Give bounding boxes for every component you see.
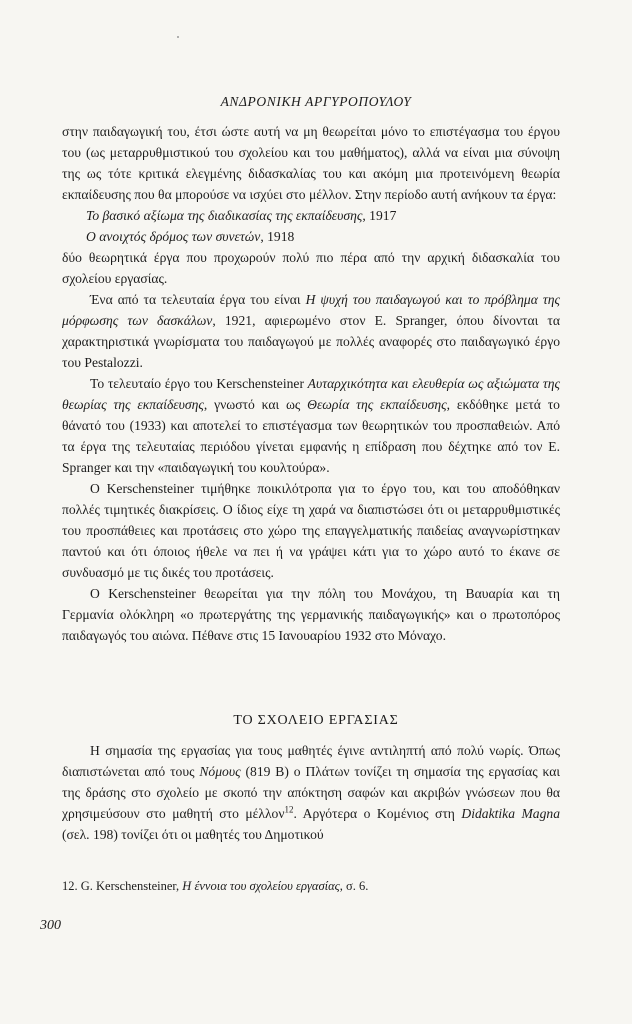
text-run: Η σημασία της εργασίας για τους μαθητές έγινε αντιληπτή από πολύ νωρίς. Όπως διαπιστώνεται από τους xyxy=(62,743,560,779)
work-title: Αυταρχικότητα και ελευθερία ως αξιώματα της θεωρίας της εκπαίδευσης xyxy=(62,376,560,412)
footnote-page: , σ. 6. xyxy=(339,879,369,893)
work-title: Θεωρία της εκπαίδευσης xyxy=(307,397,447,412)
footnote-ref: 12 xyxy=(284,804,294,815)
body-text-block xyxy=(62,121,560,646)
text-run: . Αργότερα ο Κομένιος στη xyxy=(293,806,462,821)
section-heading: ΤΟ ΣΧΟΛΕΙΟ ΕΡΓΑΣΙΑΣ xyxy=(233,713,399,728)
paragraph xyxy=(62,289,560,373)
work-year: , 1917 xyxy=(362,208,397,223)
paragraph: Ο Kerschensteiner θεωρείται για την πόλη του Μονάχου, τη Βαυαρία και τη Γερμανία ολόκληρη «ο πρωτεργάτης της γερμανικής παιδαγωγικής» και ο πρωτοπόρος παιδαγωγός του αιώνα. Πέθανε στις 15 Ιανουαρίου 1932 στο Μόναχο. xyxy=(62,586,560,643)
body-text-block xyxy=(62,740,560,845)
work-year: , 1918 xyxy=(260,229,295,244)
footnote-number: 12. xyxy=(62,879,78,893)
text-run: , 1921, αφιερωμένο στον E. Spranger, όπου δίνονται τα χαρακτηριστικά γνωρίσματα του παιδαγωγού με πολλές αναφορές στο παιδαγωγικό έργο του Pestalozzi. xyxy=(62,313,560,370)
work-title: Νόμους xyxy=(199,764,241,779)
work-title: Ο ανοιχτός δρόμος των συνετών xyxy=(86,229,261,244)
paragraph: Ο Kerschensteiner τιμήθηκε ποικιλότροπα για το έργο του, και του αποδόθηκαν πολλές τιμητικές διακρίσεις. Ο ίδιος είχε τη χαρά να διαπιστώσει ότι οι μεταρρυθμιστικές του προσπάθειες και προτάσεις στο χώρο της επαγγελματικής παιδείας αναγνωρίστηκαν παντού και ότι όποιος ήθελε να πει ή να γράψει κάτι για το χώρο αυτό το έκανε σε συνδυασμό με τις δικές του προτάσεις. xyxy=(62,481,560,580)
text-run: , εκδόθηκε μετά το θάνατό του (1933) και αποτελεί το επιστέγασμα των θεωρητικών του προσπαθειών. Από τα έργα της τελευταίας περιόδου γίνεται εμφανής η επίδραση που δέχτηκε από τον E. Spranger και την «παιδαγωγική του κουλτούρα». xyxy=(62,397,560,475)
work-title: Η ψυχή του παιδαγωγού και το πρόβλημα της μόρφωσης των δασκάλων xyxy=(62,292,561,328)
scan-speck xyxy=(177,36,179,38)
text-run: Ένα από τα τελευταία έργα του είναι xyxy=(90,292,306,307)
work-title: Didaktika Magna xyxy=(461,806,560,821)
paragraph: στην παιδαγωγική του, έτσι ώστε αυτή να μη θεωρείται μόνο το επιστέγασμα του έργου του (ως μεταρρυθμιστικού του σχολείου και του μαθήματος), αλλά να είναι μια σύνοψη της ως τότε κριτικά ελεγμένης διδασκαλίας του και ακόμη μια προτεινόμενη θεωρία εκπαίδευσης που θα μπορούσε να ισχύει στο μέλλον. Στην περίοδο αυτή ανήκουν τα έργα: xyxy=(62,124,560,202)
paragraph xyxy=(62,740,560,845)
work-title-line xyxy=(62,205,560,226)
work-title-line xyxy=(62,226,560,247)
footnote-author: G. Kerschensteiner, xyxy=(77,879,183,893)
text-run: , γνωστό και ως xyxy=(203,397,308,412)
footnote xyxy=(62,879,560,894)
work-title: Το βασικό αξίωμα της διαδικασίας της εκπαίδευσης xyxy=(86,208,363,223)
paragraph xyxy=(62,373,560,478)
running-head: ΑΝΔΡΟΝΙΚΗ ΑΡΓΥΡΟΠΟΥΛΟΥ xyxy=(220,94,412,109)
paragraph: δύο θεωρητικά έργα που προχωρούν πολύ πιο πέρα από την αρχική διδασκαλία του σχολείου εργασίας. xyxy=(62,250,560,286)
text-run: (σελ. 198) τονίζει ότι οι μαθητές του Δημοτικού xyxy=(62,827,324,842)
text-run: Το τελευταίο έργο του Kerschensteiner xyxy=(90,376,308,391)
footnote-title: Η έννοια του σχολείου εργασίας xyxy=(182,879,340,893)
page-number: 300 xyxy=(40,918,61,933)
text-run: (819 B) ο Πλάτων τονίζει τη σημασία της εργασίας και της δράσης στο σχολείο με σκοπό την απόκτηση σαφών και ακριβών γνώσεων που θα χρησιμεύσουν στο μαθητή στο μέλλον xyxy=(62,764,560,821)
